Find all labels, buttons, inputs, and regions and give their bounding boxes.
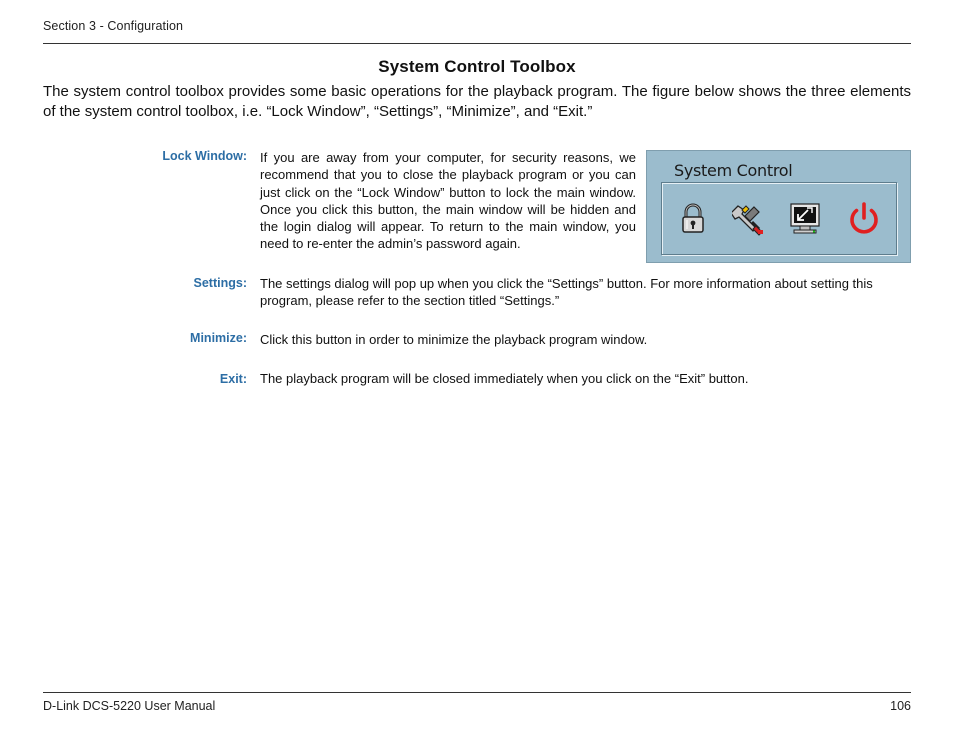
desc-minimize: Click this button in order to minimize the playback program window. xyxy=(260,332,648,347)
lock-window-button[interactable] xyxy=(673,199,713,239)
minimize-icon xyxy=(787,201,823,237)
toolbox-title: System Control xyxy=(671,161,795,180)
desc-exit: The playback program will be closed immediately when you click on the “Exit” button. xyxy=(260,371,749,386)
page-title: System Control Toolbox xyxy=(378,57,576,76)
footer-divider xyxy=(43,692,911,693)
desc-lock-window: If you are away from your computer, for security reasons, we recommend that you to close the playback program or you can just click on the “Lock Window” button to lock the main window. Once you click this button, the main window will be hidden and the login dialog will appear. To return to the main window, you need to re-enter the admin’s password again. xyxy=(260,150,636,252)
header-divider xyxy=(43,43,911,44)
desc-settings: The settings dialog will pop up when you click the “Settings” button. For more information about setting this program, please refer to the section titled “Settings.” xyxy=(260,276,873,309)
term-minimize: Minimize: xyxy=(190,331,247,345)
lock-icon xyxy=(678,203,708,235)
settings-icon xyxy=(732,202,766,236)
footer-page-number: 106 xyxy=(890,699,911,713)
footer-manual-title: D-Link DCS-5220 User Manual xyxy=(43,699,216,713)
section-header: Section 3 - Configuration xyxy=(43,19,184,33)
system-control-toolbox xyxy=(646,150,911,263)
term-exit: Exit: xyxy=(219,372,247,386)
term-settings: Settings: xyxy=(193,276,247,290)
intro-paragraph: The system control toolbox provides some basic operations for the playback program. The figure below shows the three elements of the system control toolbox, i.e. “Lock Window”, “Settings”, “Minimize”, and “Exit.” xyxy=(43,83,911,120)
power-icon xyxy=(847,201,881,237)
exit-button[interactable] xyxy=(844,199,884,239)
minimize-button[interactable] xyxy=(785,199,825,239)
settings-button[interactable] xyxy=(729,199,769,239)
term-lock-window: Lock Window: xyxy=(162,149,247,163)
